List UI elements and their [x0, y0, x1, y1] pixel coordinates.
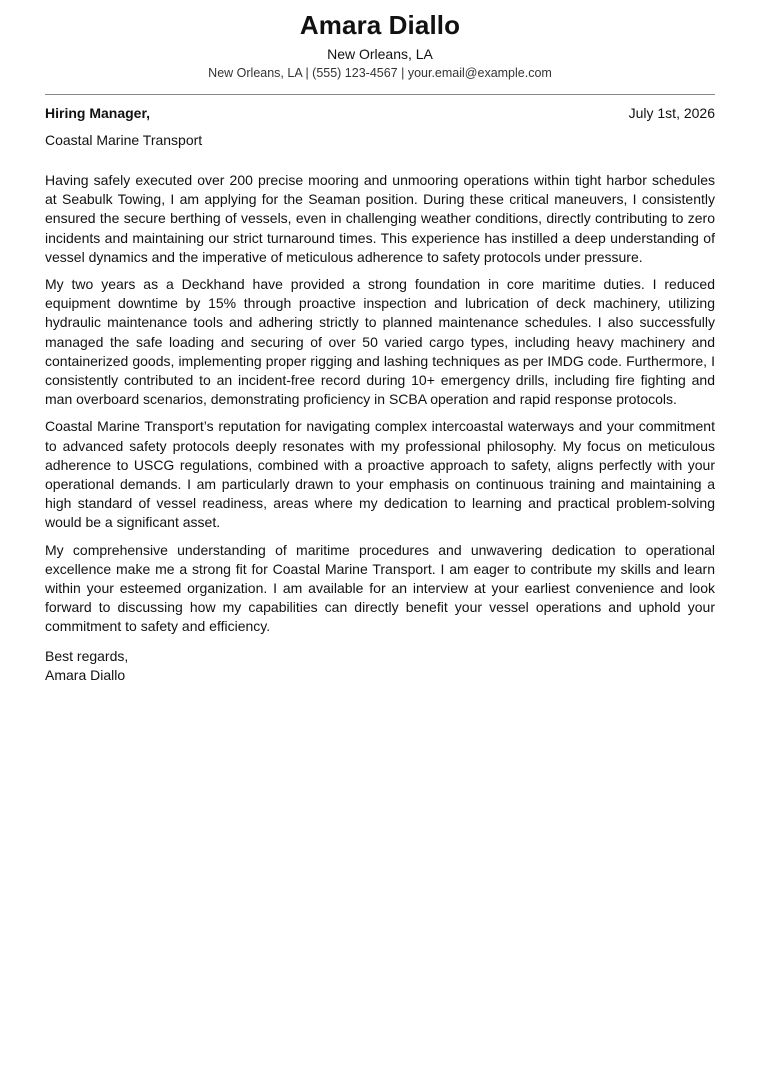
- applicant-name: Amara Diallo: [299, 10, 461, 40]
- body-paragraph: Coastal Marine Transport’s reputation for navigating complex intercoastal waterways and your commitment to advanced safety protocols deeply resonates with my professional philosophy. My focus on meticulous adherence to USCG regulations, combined with a proactive approach to safety, aligns perfectly with your operational demands. I am particularly drawn to your emphasis on continuous training and maintaining a high standard of vessel readiness, areas where my dedication to learning and practical problem-solving would be a significant asset.: [45, 418, 715, 531]
- recipient-company: Coastal Marine Transport: [45, 132, 203, 148]
- body-paragraph: Having safely executed over 200 precise mooring and unmooring operations within tight harbor schedules at Seabulk Towing, I am applying for the Seaman position. During these critical maneuvers, I consistently ensured the secure berthing of vessels, even in challenging weather conditions, directly contributing to zero incidents and maintaining our strict turnaround times. This experience has instilled a deep understanding of vessel dynamics and the imperative of meticulous adherence to safety protocols under pressure.: [45, 172, 715, 265]
- applicant-location: New Orleans, LA: [327, 46, 433, 62]
- letter-body: [45, 171, 715, 637]
- valediction: Best regards,: [45, 647, 129, 664]
- letter-closing: [45, 647, 715, 685]
- header-divider: [45, 94, 715, 95]
- contact-line: New Orleans, LA | (555) 123-4567 | your.email@example.com: [208, 66, 552, 80]
- cover-letter-page: [45, 0, 715, 685]
- recipient-name: Hiring Manager,: [45, 105, 151, 121]
- signature-name: Amara Diallo: [45, 666, 126, 683]
- letter-date: July 1st, 2026: [628, 105, 715, 121]
- body-paragraph: My two years as a Deckhand have provided a strong foundation in core maritime duties. I reduced equipment downtime by 15% through proactive inspection and lubrication of deck machinery, utilizing hydraulic maintenance tools and adhering strictly to planned maintenance schedules. I also successfully managed the safe loading and securing of over 50 varied cargo types, including heavy machinery and containerized goods, implementing proper rigging and lashing techniques as per IMDG code. Furthermore, I consistently contributed to an incident-free record during 10+ emergency drills, including fire fighting and man overboard scenarios, demonstrating proficiency in SCBA operation and rapid response protocols.: [45, 276, 715, 408]
- recipient-row: [45, 104, 715, 122]
- body-paragraph: My comprehensive understanding of maritime procedures and unwavering dedication to operational excellence make me a strong fit for Coastal Marine Transport. I am eager to contribute my skills and learn within your esteemed organization. I am available for an interview at your earliest convenience and look forward to discussing how my capabilities can directly benefit your vessel operations and uphold your commitment to safety and efficiency.: [45, 541, 715, 635]
